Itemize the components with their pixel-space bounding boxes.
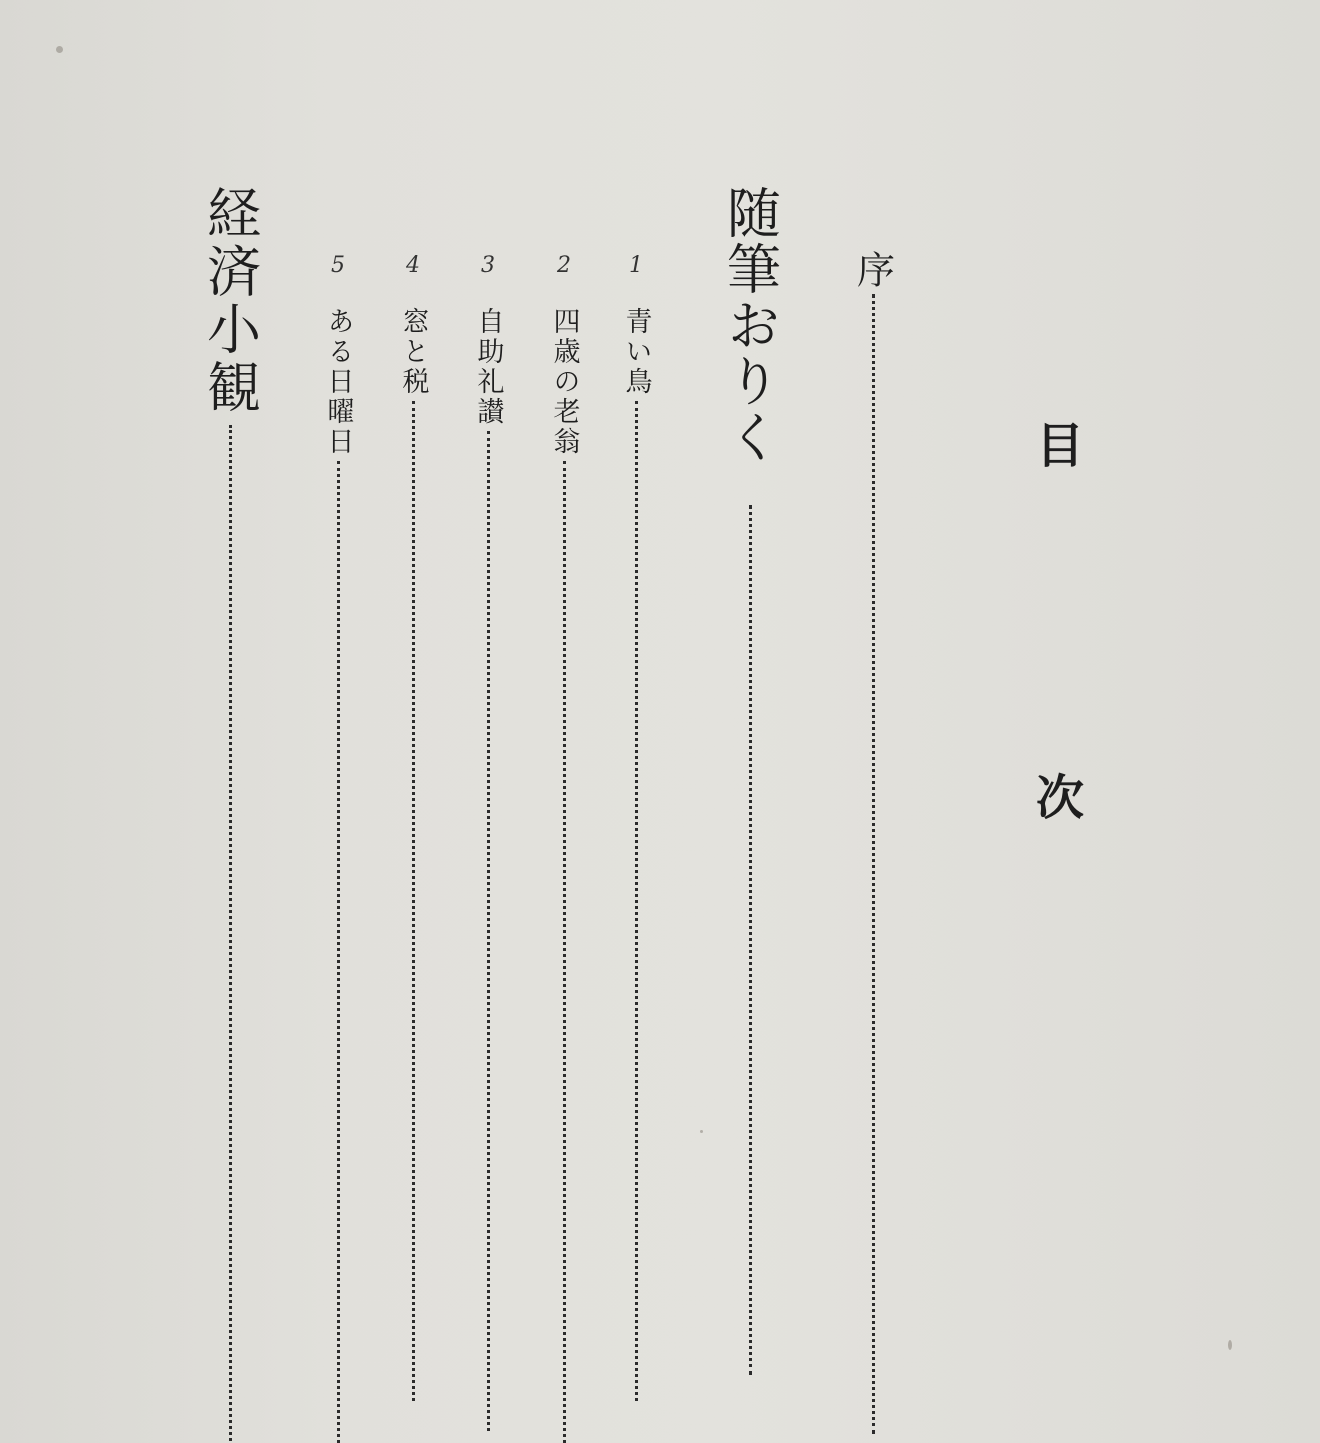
entry-number: 3 bbox=[481, 253, 495, 278]
toc-entry-item-3 bbox=[470, 255, 506, 1431]
entry-label: ある日曜日 bbox=[322, 307, 354, 457]
paper-speck bbox=[56, 46, 63, 53]
toc-section-2 bbox=[198, 185, 262, 1443]
paper-speck bbox=[1228, 1340, 1232, 1350]
entry-label: 窓と税 bbox=[397, 307, 429, 397]
dotted-leader bbox=[412, 401, 415, 1401]
entry-number: 2 bbox=[557, 253, 571, 278]
toc-entry-item-1 bbox=[618, 255, 654, 1401]
entry-number: 4 bbox=[406, 253, 420, 278]
paper-speck bbox=[700, 1130, 703, 1133]
dotted-leader bbox=[337, 461, 340, 1443]
entry-label: 自助礼讃 bbox=[472, 307, 504, 427]
dotted-leader bbox=[563, 461, 566, 1443]
dotted-leader bbox=[229, 425, 232, 1443]
entry-number: 5 bbox=[331, 253, 345, 278]
entry-number: 1 bbox=[629, 253, 643, 278]
preface-label: 序 bbox=[850, 250, 895, 288]
entry-label: 青い鳥 bbox=[620, 307, 652, 397]
dotted-leader bbox=[635, 401, 638, 1401]
dotted-leader bbox=[749, 505, 752, 1375]
entry-label: 四歳の老翁 bbox=[548, 307, 580, 457]
section-2-heading: 経済小観 bbox=[198, 185, 262, 417]
dotted-leader bbox=[872, 294, 875, 1434]
toc-title-column bbox=[1026, 420, 1086, 944]
section-1-heading: 随筆おりく bbox=[718, 185, 782, 465]
dotted-leader bbox=[487, 431, 490, 1431]
toc-entry-preface bbox=[850, 250, 896, 1434]
toc-entry-item-5 bbox=[320, 255, 356, 1443]
toc-title: 目 次 bbox=[1027, 420, 1084, 944]
toc-entry-item-2 bbox=[546, 255, 582, 1443]
toc-section-1 bbox=[718, 185, 782, 1375]
toc-entry-item-4 bbox=[395, 255, 431, 1401]
